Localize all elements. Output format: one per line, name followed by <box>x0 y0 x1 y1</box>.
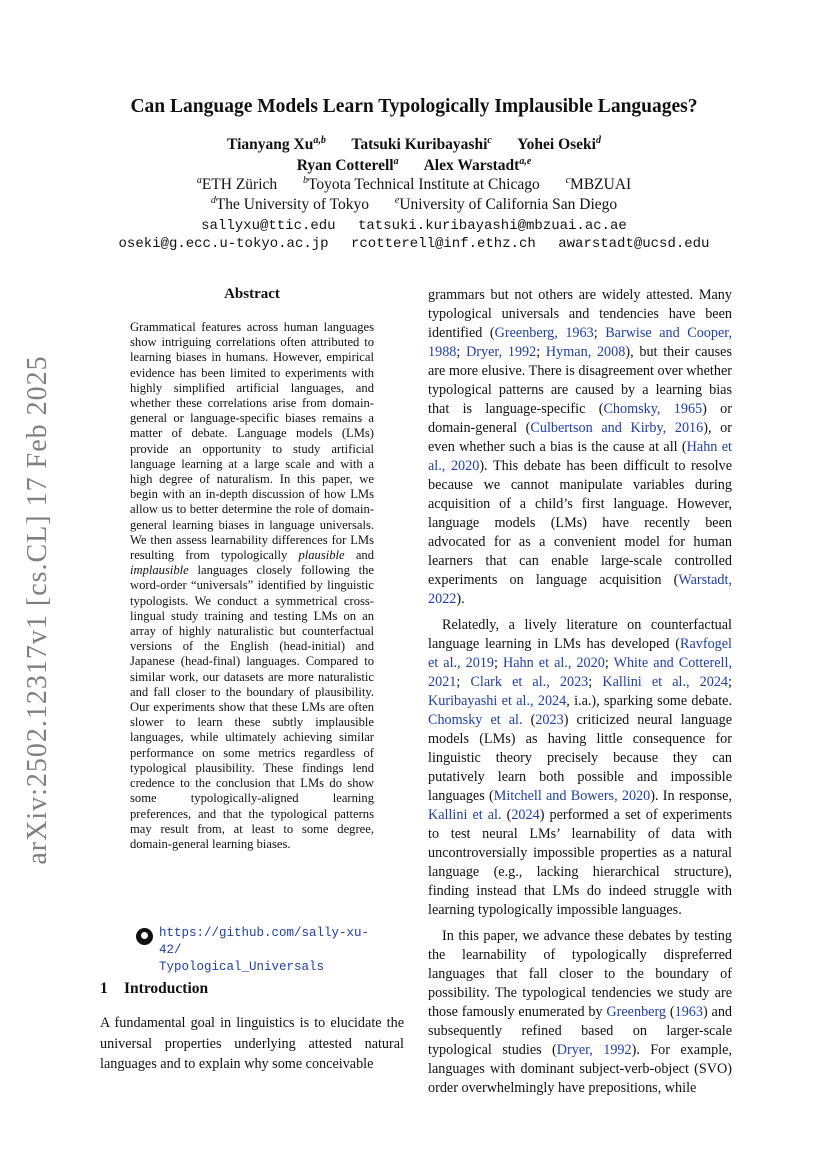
paragraph-text: ; <box>728 674 732 690</box>
paragraph-text: ( <box>666 1004 675 1020</box>
email-address[interactable]: awarstadt@ucsd.edu <box>558 236 710 252</box>
paragraph-text: , i.a.), sparking some debate. <box>566 693 733 709</box>
abstract-text: Grammatical features across human languages show intriguing correlations often attributed to learning biases in humans. However, empirical evidence has been limited to experiments with highly simplified artificial languages, and whether these correlations arise from domain-general or language-specific biases remains a matter of debate. Language models (LMs) provide an opportunity to study artificial language learning at a large scale and with a high degree of naturalism. In this paper, we begin with an in-depth discussion of how LMs allow us to better determine the role of domain-general learning biases in language universals. We then assess learnability differences for LMs resulting from typologically <box>130 320 374 563</box>
citation-link[interactable]: 2024 <box>511 807 540 823</box>
affiliation-key: d <box>210 194 216 206</box>
author-affiliation-mark: d <box>595 134 601 146</box>
citation-link[interactable]: 1963 <box>674 1004 703 1020</box>
paragraph-text: ( <box>522 712 536 728</box>
introduction-paragraph: A fundamental goal in linguistics is to elucidate the universal properties underlying attested natural languages and to explain why some conceivable <box>100 1015 404 1072</box>
paragraph-text: ; <box>593 325 606 341</box>
author-affiliation-mark: c <box>487 134 492 146</box>
email-row-1 <box>0 218 828 234</box>
author-row-2 <box>0 157 828 175</box>
body-paragraph <box>428 286 732 609</box>
email-address[interactable]: oseki@g.ecc.u-tokyo.ac.jp <box>118 236 329 252</box>
affiliation-key: a <box>196 174 202 186</box>
paragraph-text: ). This debate has been difficult to resolve because we cannot manipulate variables during acquisition of a child’s first language. However, language models (LMs) have recently been advocated for as a convenient model for human learners that can enable large-scale controlled experiments on language acquisition ( <box>428 458 732 588</box>
paragraph-text: ). For example, languages with dominant subject-verb-object (SVO) order overwhelmingly have prepositions, while <box>428 1042 732 1096</box>
citation-link[interactable]: Dryer, 1992 <box>556 1042 632 1058</box>
paragraph-text: ) criticized neural language models (LMs) as having little consequence for linguistic theory precisely because they can putatively learn both possible and impossible languages ( <box>428 712 732 804</box>
github-link-block[interactable] <box>136 925 386 976</box>
paragraph-text: ; <box>494 655 504 671</box>
abstract-text: languages closely following the word-order “universals” identified by linguistic typologists. We conduct a symmetrical cross-lingual study training and testing LMs on an array of highly naturalistic but counterfactual versions of the English (head-initial) and Japanese (head-final) languages. Compared to similar work, our datasets are more naturalistic and fall closer to the boundary of plausibility. Our experiments show that these LMs are often slower to learn these subtly implausible languages, while ultimately achieving similar performance on some metrics regardless of typological plausibility. These findings lend credence to the conclusion that LMs do show some typologically-aligned learning preferences, and that the typological patterns may result from, at least to some degree, domain-general learning biases. <box>130 563 374 851</box>
citation-link[interactable]: Hahn et al., 2020 <box>428 439 732 474</box>
abstract-emphasis: implausible <box>130 563 189 578</box>
affiliation-row-1 <box>0 176 828 194</box>
paragraph-text: ; <box>456 674 471 690</box>
paragraph-text: ; <box>604 655 614 671</box>
section-number: 1 <box>100 980 108 997</box>
paragraph-text: ). <box>456 591 465 607</box>
body-paragraph <box>428 616 732 920</box>
author-name: Tatsuki Kuribayashi <box>351 136 488 153</box>
citation-link[interactable]: Warstadt, 2022 <box>428 572 732 607</box>
github-link-line[interactable]: https://github.com/sally-xu-42/ <box>159 926 370 957</box>
affiliation-name: University of California San Diego <box>399 196 618 213</box>
affiliation-name: MBZUAI <box>570 176 632 193</box>
citation-link[interactable]: Kallini et al., 2024 <box>602 674 729 690</box>
github-link[interactable] <box>159 925 386 976</box>
citation-link[interactable]: Clark et al., 2023 <box>470 674 589 690</box>
paragraph-text: grammars but not others are widely attested. Many typological universals and tendencies have been identified ( <box>428 287 732 341</box>
body-paragraph <box>428 927 732 1098</box>
citation-link[interactable]: Hahn et al., 2020 <box>503 655 605 671</box>
paragraph-text: ; <box>588 674 603 690</box>
author-name: Ryan Cotterell <box>296 157 394 174</box>
paragraph-text: ), or even whether such a bias is the cause at all ( <box>428 420 732 455</box>
section-title: Introduction <box>124 980 209 997</box>
arxiv-sidebar <box>18 355 58 865</box>
paragraph-text: ) or domain-general ( <box>428 401 732 436</box>
paragraph-text: ). In response, <box>650 788 733 804</box>
email-row-2 <box>0 236 828 252</box>
email-address[interactable]: rcotterell@inf.ethz.ch <box>350 236 536 252</box>
author-row-1 <box>0 136 828 154</box>
citation-link[interactable]: Mitchell and Bowers, 2020 <box>493 788 651 804</box>
citation-link[interactable]: Dryer, 1992 <box>466 344 537 360</box>
affiliation-name: Toyota Technical Institute at Chicago <box>308 176 540 193</box>
affiliation-name: The University of Tokyo <box>215 196 370 213</box>
citation-link[interactable]: Hyman, 2008 <box>545 344 626 360</box>
affiliation-row-2 <box>0 196 828 214</box>
paragraph-text: ), but their causes are more elusive. There is disagreement over whether typological patterns are caused by a learning bias that is language-specific ( <box>428 344 732 417</box>
author-affiliation-mark: a <box>393 155 399 167</box>
affiliation-key: e <box>394 194 400 206</box>
author-name: Tianyang Xu <box>227 136 314 153</box>
paragraph-text: ) performed a set of experiments to test neural LMs’ learnability of data with uncontroversially impossible properties as a natural language (e.g., lacking hierarchical structure), finding instead that LMs do indeed struggle with learning typologically impossible languages. <box>428 807 732 918</box>
citation-link[interactable]: Kallini et al. <box>428 807 502 823</box>
citation-link[interactable]: Culbertson and Kirby, 2016 <box>530 420 704 436</box>
abstract-emphasis: plausible <box>298 548 345 563</box>
citation-link[interactable]: 2023 <box>535 712 564 728</box>
author-affiliation-mark: a,b <box>313 134 326 146</box>
author-affiliation-mark: a,e <box>519 155 532 167</box>
github-link-line[interactable]: Typological_Universals <box>159 960 325 974</box>
author-name: Yohei Oseki <box>517 136 596 153</box>
author-name: Alex Warstadt <box>423 157 520 174</box>
arxiv-identifier: arXiv:2502.12317v1 [cs.CL] 17 Feb 2025 <box>22 355 53 865</box>
abstract-heading: Abstract <box>224 286 280 302</box>
paragraph-text: ) and subsequently refined based on larger-scale typological studies ( <box>428 1004 733 1058</box>
right-column <box>428 286 732 1098</box>
section-heading <box>100 980 208 998</box>
abstract-body <box>130 320 374 852</box>
abstract-text: and <box>355 548 374 563</box>
paragraph-text: ; <box>536 344 546 360</box>
citation-link[interactable]: Barwise and Cooper, 1988 <box>428 325 732 360</box>
citation-link[interactable]: Chomsky, 1965 <box>603 401 703 417</box>
citation-link[interactable]: White and Cotterell, 2021 <box>428 655 732 690</box>
citation-link[interactable]: Greenberg, 1963 <box>494 325 594 341</box>
paper-title: Can Language Models Learn Typologically Implausible Languages? <box>130 96 698 117</box>
affiliation-key: c <box>565 174 571 186</box>
citation-link[interactable]: Kuribayashi et al., 2024 <box>428 693 567 709</box>
affiliation-name: ETH Zürich <box>201 176 278 193</box>
citation-link[interactable]: Greenberg <box>606 1004 667 1020</box>
paragraph-text: In this paper, we advance these debates by testing the learnability of typologically dispreferred languages that fall closer to the boundary of possibility. The typological tendencies we study are those famously enumerated by <box>428 928 732 1020</box>
paragraph-text: Relatedly, a lively literature on counterfactual language learning in LMs has developed ( <box>428 617 732 652</box>
email-address[interactable]: tatsuki.kuribayashi@mbzuai.ac.ae <box>357 218 627 234</box>
citation-link[interactable]: Ravfogel et al., 2019 <box>428 636 732 671</box>
paragraph-text: ; <box>456 344 467 360</box>
github-icon <box>136 928 153 945</box>
affiliation-key: b <box>303 174 309 186</box>
email-address[interactable]: sallyxu@ttic.edu <box>201 218 336 234</box>
paragraph-text: ( <box>501 807 512 823</box>
citation-link[interactable]: Chomsky et al. <box>428 712 523 728</box>
